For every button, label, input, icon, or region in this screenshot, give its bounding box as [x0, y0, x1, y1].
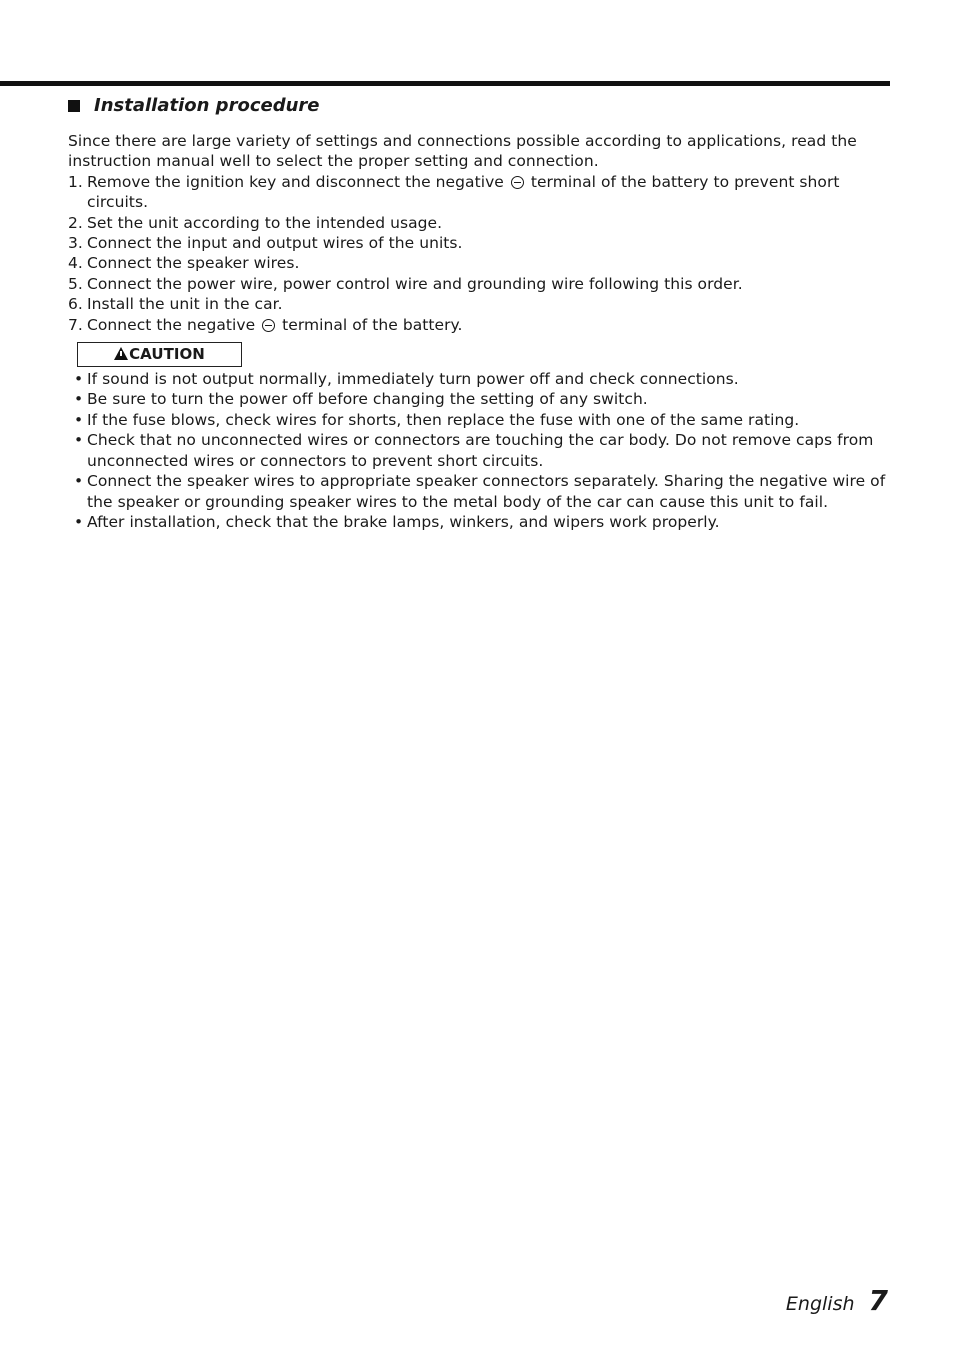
caution-text: Check that no unconnected wires or connectors are touching the car body. Do not remove caps from unconnected wires or connectors to prevent short circuits.: [87, 431, 874, 470]
step-number: 4.: [68, 254, 83, 273]
caution-text: If sound is not output normally, immediately turn power off and check connections.: [87, 370, 739, 389]
step-number: 6.: [68, 295, 83, 314]
caution-list: [68, 369, 890, 532]
bullet-icon: •: [74, 472, 84, 491]
top-rule: [0, 81, 890, 86]
caution-text: After installation, check that the brake lamps, winkers, and wipers work properly.: [87, 512, 720, 531]
step-item: [68, 253, 890, 273]
step-item: [68, 233, 890, 253]
step-text: Connect the input and output wires of the units.: [87, 234, 463, 253]
step-text: Connect the speaker wires.: [87, 254, 300, 273]
step-text: Install the unit in the car.: [87, 295, 283, 314]
caution-item: [68, 410, 890, 430]
caution-item: [68, 471, 890, 512]
step-number: 7.: [68, 315, 83, 334]
intro-paragraph: Since there are large variety of settings and connections possible according to applications, read the instruction manual well to select the proper setting and connection.: [68, 132, 857, 171]
step-item: [68, 294, 890, 314]
bullet-icon: •: [74, 410, 84, 429]
procedure-steps: [68, 172, 890, 335]
step-number: 1.: [68, 172, 83, 191]
caution-label-box: [77, 342, 242, 367]
caution-text: Connect the speaker wires to appropriate speaker connectors separately. Sharing the negative wire of the speaker or grounding speaker wires to the metal body of the car can cause this unit to fail.: [87, 472, 886, 511]
caution-item: [68, 430, 890, 471]
caution-text: If the fuse blows, check wires for shorts, then replace the fuse with one of the same rating.: [87, 410, 800, 429]
step-item: [68, 315, 890, 335]
step-number: 3.: [68, 234, 83, 253]
step-text: Connect the negative: [87, 315, 256, 334]
negative-terminal-icon: [262, 319, 275, 332]
step-text: terminal of the battery.: [282, 315, 463, 334]
step-text: Set the unit according to the intended usage.: [87, 213, 443, 232]
negative-terminal-icon: [511, 176, 524, 189]
step-item: [68, 274, 890, 294]
caution-item: [68, 369, 890, 389]
page-number: 7: [868, 1284, 888, 1317]
caution-text: Be sure to turn the power off before changing the setting of any switch.: [87, 390, 648, 409]
section-heading: [68, 95, 319, 116]
step-text: Remove the ignition key and disconnect the negative: [87, 172, 504, 191]
bullet-icon: •: [74, 390, 84, 409]
content-body: [68, 131, 890, 532]
footer-language: English: [785, 1293, 855, 1315]
caution-item: [68, 512, 890, 532]
step-item: [68, 172, 890, 213]
bullet-icon: •: [74, 512, 84, 531]
step-text: terminal of the battery to prevent short circuits.: [87, 172, 840, 212]
square-bullet-icon: [68, 100, 80, 112]
warning-triangle-icon: [114, 347, 128, 360]
step-item: [68, 213, 890, 233]
step-number: 5.: [68, 274, 83, 293]
bullet-icon: •: [74, 370, 84, 389]
step-number: 2.: [68, 213, 83, 232]
caution-label: CAUTION: [129, 345, 205, 364]
bullet-icon: •: [74, 431, 84, 450]
caution-item: [68, 389, 890, 409]
step-text: Connect the power wire, power control wire and grounding wire following this order.: [87, 274, 743, 293]
section-title: Installation procedure: [94, 95, 320, 116]
page-footer: [786, 1284, 888, 1317]
